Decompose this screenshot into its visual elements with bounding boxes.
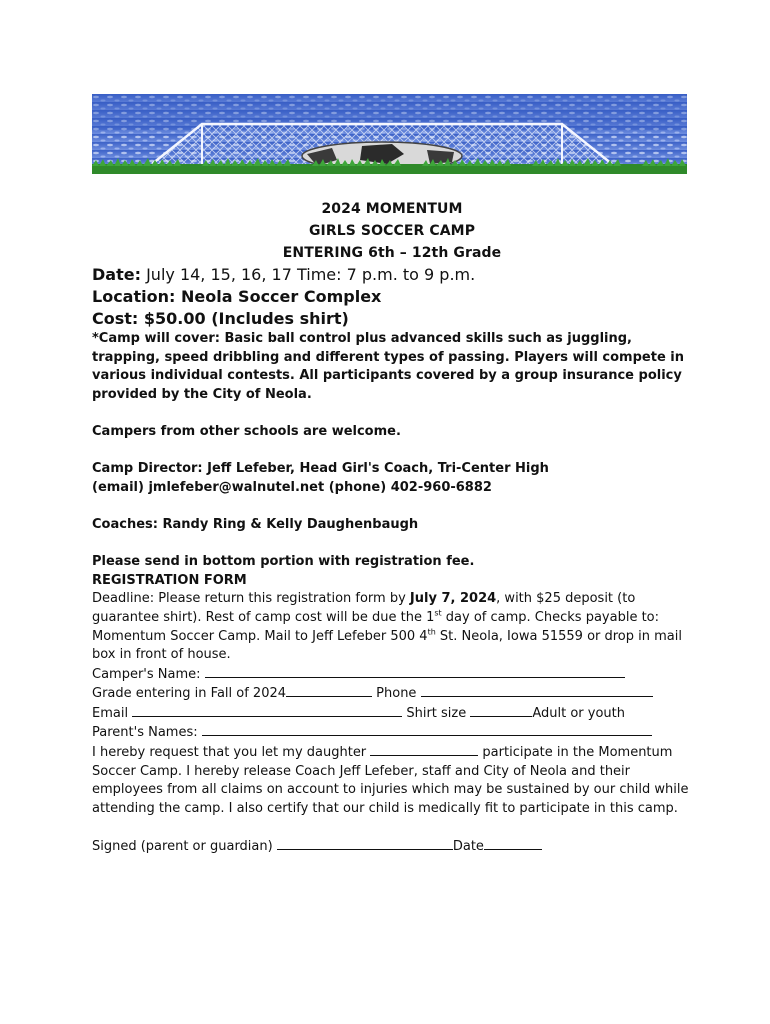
deadline-text-b: , with $25 deposit (to guarantee shirt). Rest of camp cost will be due the 1 — [92, 591, 636, 625]
date-value: July 14, 15, 16, 17 — [146, 265, 292, 284]
registration-heading: REGISTRATION FORM — [92, 572, 247, 588]
parents-label: Parent's Names: — [92, 725, 202, 741]
send-note: Please send in bottom portion with registration fee. — [92, 554, 475, 570]
title-line-1: 2024 MOMENTUM — [321, 201, 463, 217]
signature-row — [92, 837, 692, 857]
date-field[interactable] — [484, 837, 542, 850]
adult-youth-text: Adult or youth — [532, 705, 626, 721]
request-text-b: participate in the Momentum — [478, 745, 673, 761]
welcome-text: Campers from other schools are welcome. — [92, 423, 401, 439]
grade-field[interactable] — [286, 684, 372, 697]
camper-name-row — [92, 665, 692, 685]
phone-field[interactable] — [421, 684, 653, 697]
shirt-size-field[interactable] — [470, 704, 532, 717]
cost-label: Cost: — [92, 309, 139, 328]
date-time-line — [92, 264, 692, 286]
director-line: Camp Director: Jeff Lefeber, Head Girl's Coach, Tri-Center High — [92, 461, 549, 477]
daughter-name-field[interactable] — [370, 743, 478, 756]
signed-label: Signed (parent or guardian) — [92, 839, 277, 855]
email-label: Email — [92, 705, 133, 721]
deadline-text-a: Deadline: Please return this registration form by — [92, 591, 410, 607]
email-shirt-row — [92, 704, 692, 724]
deadline-text-c: day of camp. Checks payable to: Momentum Soccer Camp. Mail to Jeff Lefeber 500 4 — [92, 609, 660, 644]
title-line-3: ENTERING 6th – 12th Grade — [282, 245, 502, 261]
request-text-a: I hereby request that you let my daughter — [92, 745, 371, 761]
location-value: Neola Soccer Complex — [180, 287, 382, 306]
time-value: 7 p.m. to 9 p.m. — [346, 265, 476, 284]
phone-label: Phone — [372, 686, 421, 702]
soccer-goal-image — [92, 94, 687, 174]
camper-name-field[interactable] — [205, 665, 625, 678]
title-line-2: GIRLS SOCCER CAMP — [308, 223, 476, 239]
superscript-th: th — [427, 627, 436, 637]
cost-line — [92, 308, 692, 330]
location-label: Location: — [92, 287, 176, 306]
coaches-line: Coaches: Randy Ring & Kelly Daughenbaugh — [92, 516, 419, 532]
parents-row — [92, 723, 692, 743]
date-field-label: Date — [452, 839, 484, 855]
deadline-date: July 7, 2024 — [409, 591, 497, 607]
signature-field[interactable] — [277, 837, 453, 850]
superscript-st: st — [434, 608, 442, 618]
release-paragraph: Soccer Camp. I hereby release Coach Jeff Lefeber, staff and City of Neola and their employees from all claims on account to injuries which may be sustained by our child while attending the camp. I also certify that our child is medically fit to participate in this camp. — [92, 763, 689, 816]
deadline-text-d: St. Neola, Iowa 51559 or drop in mail box in front of house. — [92, 628, 682, 663]
camp-cover-text: *Camp will cover: Basic ball control plus advanced skills such as juggling, trapping, speed dribbling and different types of passing. Players will compete in various individual contests. All participants covered by a group insurance policy provided by the City of Neola. — [92, 331, 684, 402]
grade-phone-row — [92, 684, 692, 704]
camp-flyer — [92, 198, 692, 857]
date-label: Date: — [92, 265, 141, 284]
location-line — [92, 286, 692, 308]
cost-value: $50.00 (Includes shirt) — [143, 309, 349, 328]
soccer-goal-banner — [92, 94, 687, 174]
contact-line: (email) jmlefeber@walnutel.net (phone) 402-960-6882 — [92, 479, 492, 495]
grade-label: Grade entering in Fall of 2024 — [92, 686, 287, 702]
request-row — [92, 743, 692, 763]
camper-name-label: Camper's Name: — [92, 666, 205, 682]
shirt-size-label: Shirt size — [402, 705, 471, 721]
flyer-title — [92, 198, 692, 264]
email-field[interactable] — [132, 704, 402, 717]
parents-field[interactable] — [202, 723, 652, 736]
deadline-paragraph — [92, 590, 692, 664]
time-label: Time: — [296, 265, 342, 284]
